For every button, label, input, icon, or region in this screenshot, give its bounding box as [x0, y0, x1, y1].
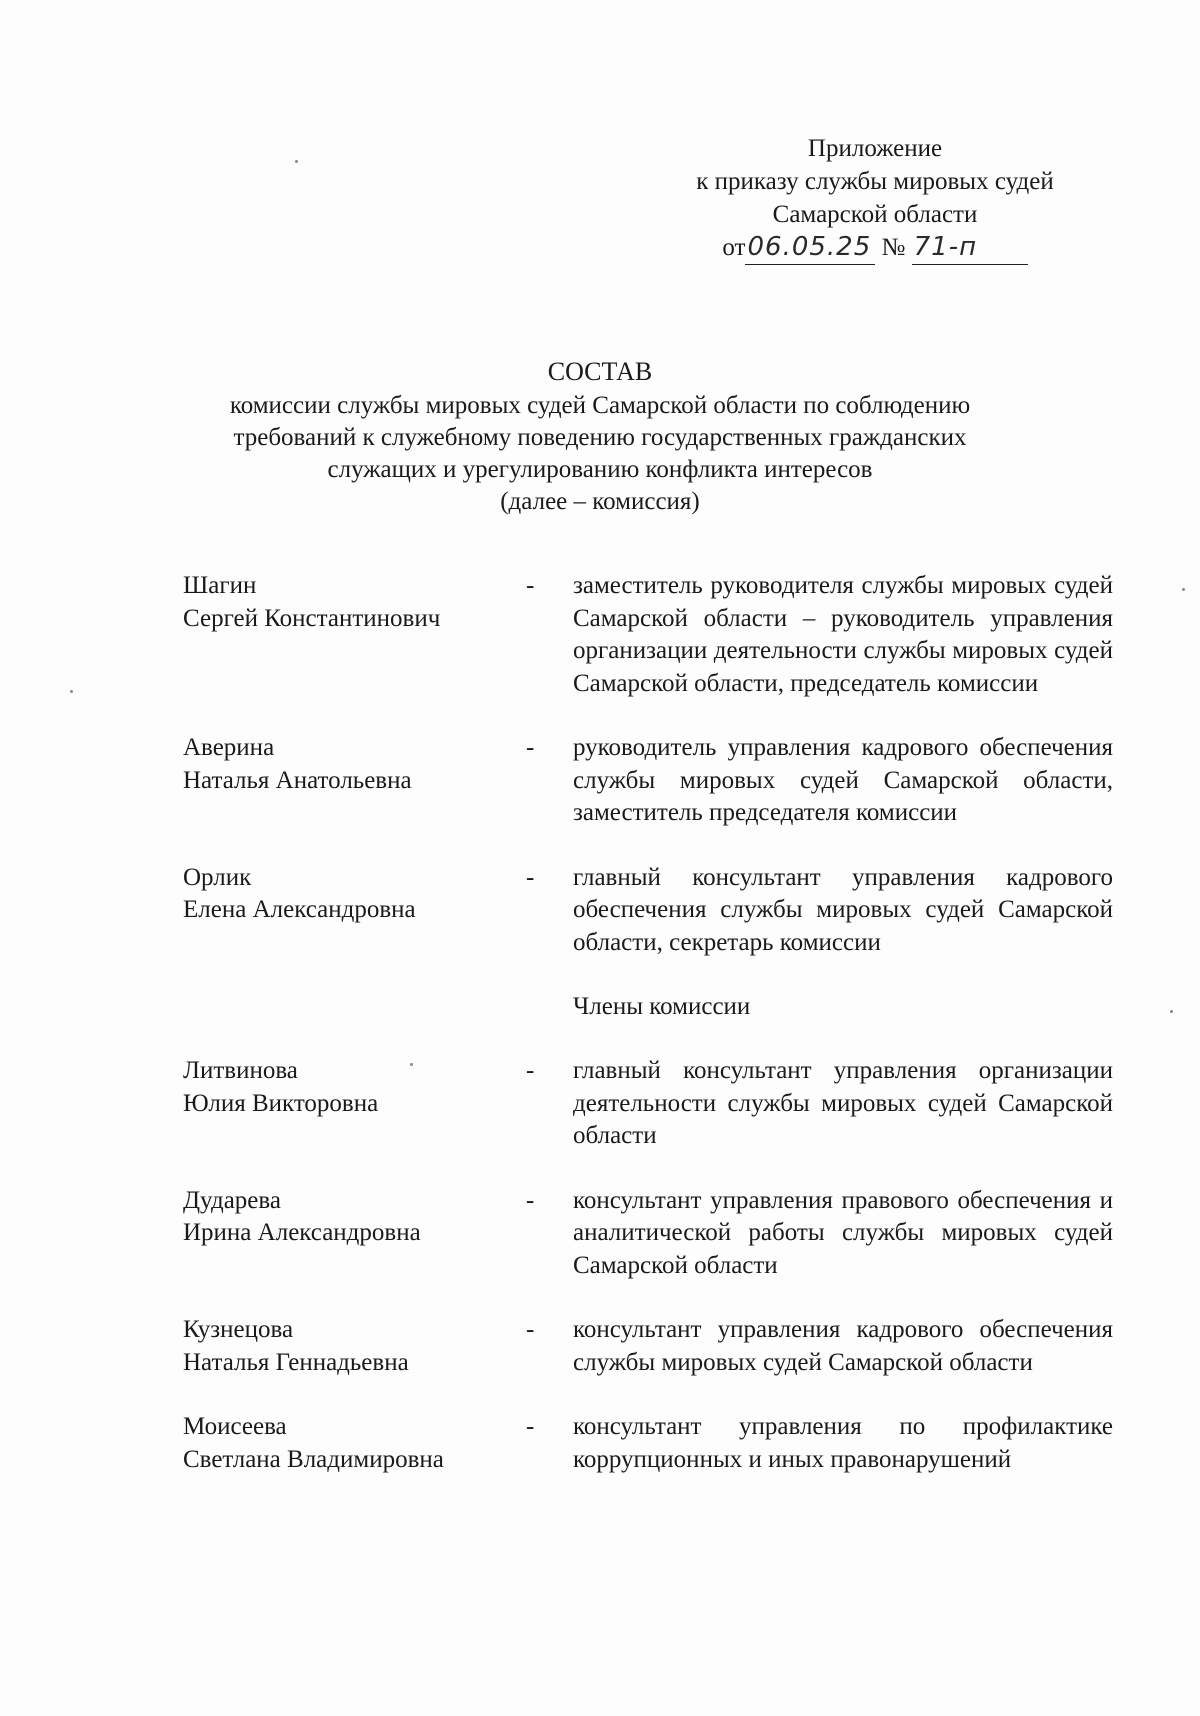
separator-dash: -	[526, 572, 535, 599]
list-item	[183, 1314, 1113, 1379]
person-role: консультант управления кадрового обеспечения службы мировых судей Самарской области	[573, 1316, 1113, 1376]
given-names: Наталья Геннадьевна	[183, 1348, 409, 1376]
surname: Аверина	[183, 734, 275, 761]
scan-speck	[1170, 1010, 1173, 1013]
person-name	[183, 1411, 518, 1476]
surname: Кузнецова	[183, 1316, 294, 1343]
list-item	[183, 1411, 1113, 1476]
title-line-1: комиссии службы мировых судей Самарской области по соблюдению	[229, 392, 971, 419]
appendix-date-line	[640, 231, 1110, 265]
surname: Шагин	[183, 572, 257, 599]
given-names: Ирина Александровна	[183, 1219, 421, 1246]
scan-speck	[70, 690, 73, 693]
surname: Моисеева	[183, 1413, 287, 1440]
person-name	[183, 1185, 518, 1283]
scan-speck	[410, 1063, 413, 1066]
person-role: консультант управления по профилактике коррупционных и иных правонарушений	[573, 1413, 1113, 1473]
given-names: Светлана Владимировна	[183, 1445, 444, 1473]
handwritten-date: 06.05.25	[745, 231, 875, 265]
person-role: руководитель управления кадрового обеспечения службы мировых судей Самарской области, заместитель председателя комиссии	[573, 734, 1113, 826]
person-role: заместитель руководителя службы мировых судей Самарской области – руководитель управления организации деятельности службы мировых судей Самарской области, председатель комиссии	[573, 572, 1113, 697]
person-name	[183, 862, 518, 960]
list-item	[183, 1185, 1113, 1283]
person-name	[183, 570, 518, 700]
person-name	[183, 1055, 518, 1153]
number-sign: №	[881, 234, 906, 261]
given-names: Елена Александровна	[183, 896, 416, 923]
given-names: Юлия Викторовна	[183, 1089, 379, 1117]
person-role: консультант управления правового обеспечения и аналитической работы службы мировых судей Самарской области	[573, 1186, 1113, 1279]
list-item	[183, 862, 1113, 960]
separator-dash: -	[526, 863, 535, 891]
title-line-3: служащих и урегулированию конфликта интересов	[327, 456, 873, 483]
commission-list	[183, 570, 1113, 1508]
date-prefix: от	[722, 234, 746, 261]
title-line-2: требований к служебному поведению государственных гражданских	[233, 424, 967, 451]
appendix-header	[640, 132, 1110, 265]
members-heading: Члены комиссии	[573, 993, 751, 1020]
document-title	[150, 356, 1050, 518]
person-role: главный консультант управления организации деятельности службы мировых судей Самарской области	[573, 1057, 1113, 1149]
appendix-order-ref: к приказу службы мировых судей	[696, 168, 1054, 195]
list-item	[183, 570, 1113, 700]
person-name	[183, 732, 518, 830]
given-names: Сергей Константинович	[183, 604, 441, 632]
handwritten-order-number: 71-п	[912, 231, 1028, 265]
title-heading: СОСТАВ	[547, 357, 653, 386]
person-role: главный консультант управления кадрового обеспечения службы мировых судей Самарской области, секретарь комиссии	[573, 863, 1113, 956]
surname: Дударева	[183, 1186, 281, 1214]
separator-dash: -	[526, 1186, 535, 1214]
scan-speck	[1182, 588, 1185, 591]
surname: Орлик	[183, 863, 252, 891]
person-name	[183, 1314, 518, 1379]
separator-dash: -	[526, 734, 535, 761]
appendix-title: Приложение	[807, 135, 943, 162]
list-item	[183, 732, 1113, 830]
separator-dash: -	[526, 1057, 535, 1084]
separator-dash: -	[526, 1413, 535, 1440]
appendix-region: Самарской области	[772, 201, 978, 228]
title-line-4: (далее – комиссия)	[500, 488, 700, 515]
given-names: Наталья Анатольевна	[183, 766, 412, 794]
surname: Литвинова	[183, 1057, 298, 1084]
list-item	[183, 1055, 1113, 1153]
scan-speck	[295, 160, 298, 163]
separator-dash: -	[526, 1316, 535, 1343]
